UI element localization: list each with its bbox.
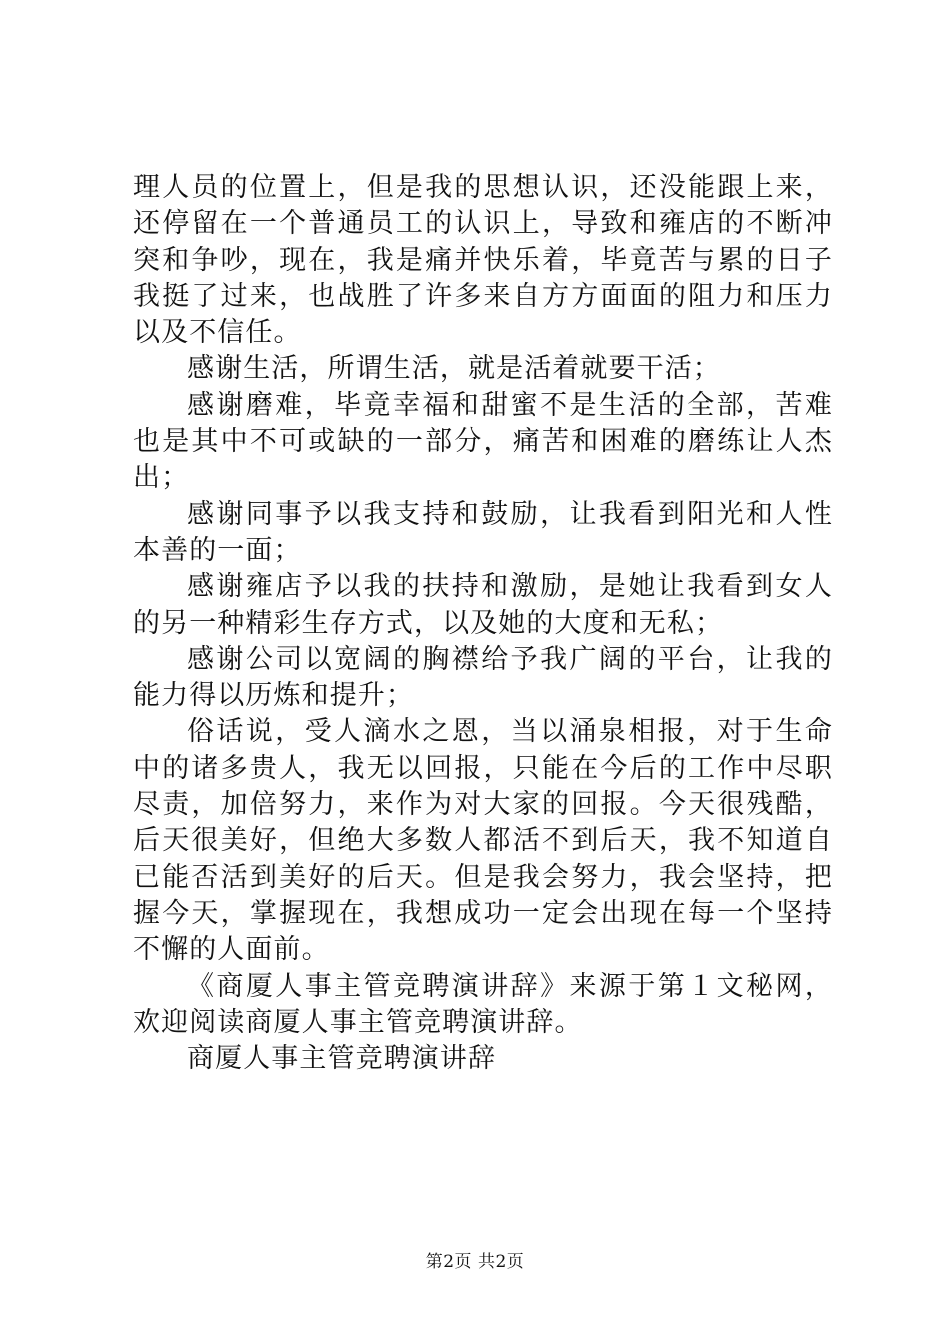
paragraph-title-line: 商厦人事主管竞聘演讲辞: [187, 1043, 497, 1075]
paragraph-continuation: 理人员的位置上，但是我的思想认识，还没能跟上来，还停留在一个普通员工的认识上，导致和雍店的不断冲突和争吵，现在，我是痛并快乐着，毕竟苦与累的日子我挺了过来，也战胜了许多来自方方面面的阻力和压力以及不信任。: [133, 172, 833, 349]
paragraph-thanks-hardship: 感谢磨难，毕竟幸福和甜蜜不是生活的全部，苦难也是其中不可或缺的一部分，痛苦和困难的磨练让人杰出；: [133, 389, 833, 494]
paragraph-thanks-colleagues: 感谢同事予以我支持和鼓励，让我看到阳光和人性本善的一面；: [133, 498, 833, 566]
paragraph-proverb: 俗话说，受人滴水之恩，当以涌泉相报，对于生命中的诸多贵人，我无以回报，只能在今后的工作中尽职尽责，加倍努力，来作为对大家的回报。今天很残酷，后天很美好，但绝大多数人都活不到后天，我不知道自已能否活到美好的后天。但是我会努力，我会坚持，把握今天，掌握现在，我想成功一定会出现在每一个坚持不懈的人面前。: [133, 716, 833, 966]
document-body: [133, 170, 833, 1077]
paragraph-thanks-company: 感谢公司以宽阔的胸襟给予我广阔的平台，让我的能力得以历炼和提升；: [133, 643, 833, 712]
paragraph-thanks-manager: 感谢雍店予以我的扶持和激励，是她让我看到女人的另一种精彩生存方式，以及她的大度和无私；: [133, 571, 833, 639]
paragraph-thanks-life: 感谢生活，所谓生活，就是活着就要干活；: [187, 353, 721, 385]
paragraph-source-note: 《商厦人事主管竞聘演讲辞》来源于第１文秘网，欢迎阅读商厦人事主管竞聘演讲辞。: [133, 970, 833, 1038]
page-number-footer: 第2页 共2页: [425, 1252, 525, 1272]
